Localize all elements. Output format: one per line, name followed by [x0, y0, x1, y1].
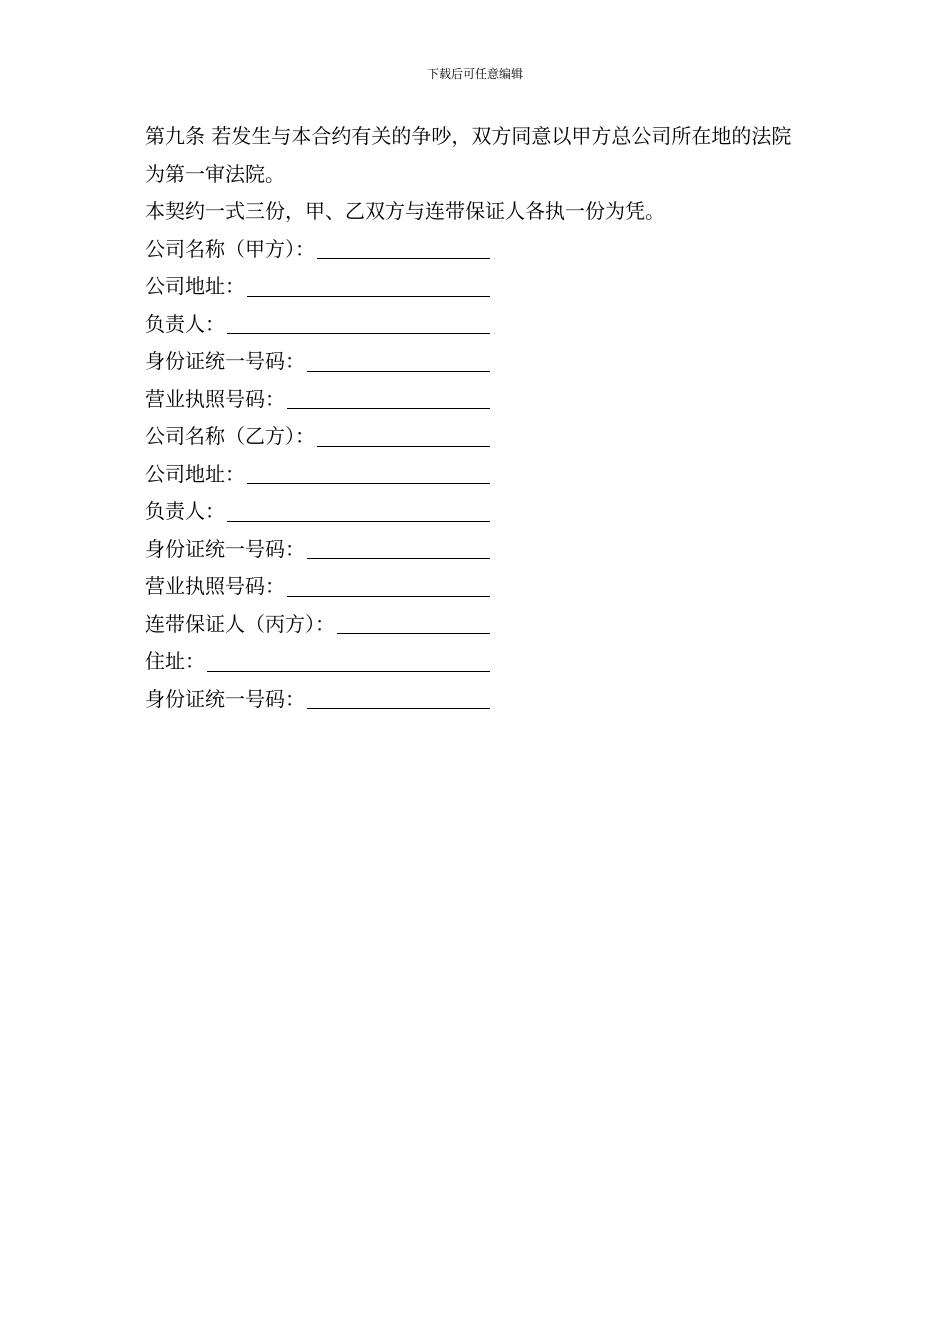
fill-in-blank[interactable]	[317, 258, 490, 259]
fill-in-blank[interactable]	[317, 446, 490, 447]
copies-paragraph: 本契约一式三份，甲、乙双方与连带保证人各执一份为凭。	[145, 199, 665, 223]
field-label: 负责人：	[145, 499, 225, 523]
field-label: 公司地址：	[145, 461, 245, 486]
fill-in-blank[interactable]	[207, 671, 490, 672]
fill-in-blank[interactable]	[227, 333, 490, 334]
party-a-business-license-field[interactable]	[145, 381, 490, 419]
party-a-company-address-field[interactable]	[145, 268, 490, 306]
fill-in-blank[interactable]	[287, 596, 490, 597]
party-a-company-name-field[interactable]	[145, 231, 490, 269]
fill-in-blank[interactable]	[307, 371, 490, 372]
field-label: 公司名称（甲方）：	[145, 236, 315, 261]
field-label: 公司地址：	[145, 274, 245, 298]
fill-in-blank[interactable]	[247, 483, 490, 484]
party-b-responsible-person-field[interactable]	[145, 493, 490, 531]
field-label: 身份证统一号码：	[145, 536, 305, 561]
guarantor-party-c-field[interactable]	[145, 606, 490, 644]
field-label: 身份证统一号码：	[145, 349, 305, 373]
field-label: 公司名称（乙方）：	[145, 424, 315, 448]
party-b-company-name-field[interactable]	[145, 418, 490, 456]
field-label: 负责人：	[145, 311, 225, 336]
guarantor-id-number-field[interactable]	[145, 681, 490, 719]
clause-nine-paragraph: 第九条 若发生与本合约有关的争吵，双方同意以甲方总公司所在地的法院为第一审法院。	[145, 124, 792, 186]
field-label: 身份证统一号码：	[145, 686, 305, 711]
fill-in-blank[interactable]	[247, 296, 490, 297]
party-b-business-license-field[interactable]	[145, 568, 490, 606]
fill-in-blank[interactable]	[337, 633, 490, 634]
party-a-responsible-person-field[interactable]	[145, 306, 490, 344]
party-b-id-number-field[interactable]	[145, 531, 490, 569]
field-label: 营业执照号码：	[145, 386, 285, 411]
fill-in-blank[interactable]	[307, 558, 490, 559]
fill-in-blank[interactable]	[287, 408, 490, 409]
contract-content	[145, 118, 810, 718]
party-b-company-address-field[interactable]	[145, 456, 490, 494]
party-a-id-number-field[interactable]	[145, 343, 490, 381]
fill-in-blank[interactable]	[307, 708, 490, 709]
field-label: 住址：	[145, 649, 205, 673]
guarantor-address-field[interactable]	[145, 643, 490, 681]
field-label: 营业执照号码：	[145, 574, 285, 598]
page-header: 下载后可任意编辑	[426, 67, 523, 81]
fill-in-blank[interactable]	[227, 521, 490, 522]
field-label: 连带保证人（丙方）：	[145, 611, 335, 636]
